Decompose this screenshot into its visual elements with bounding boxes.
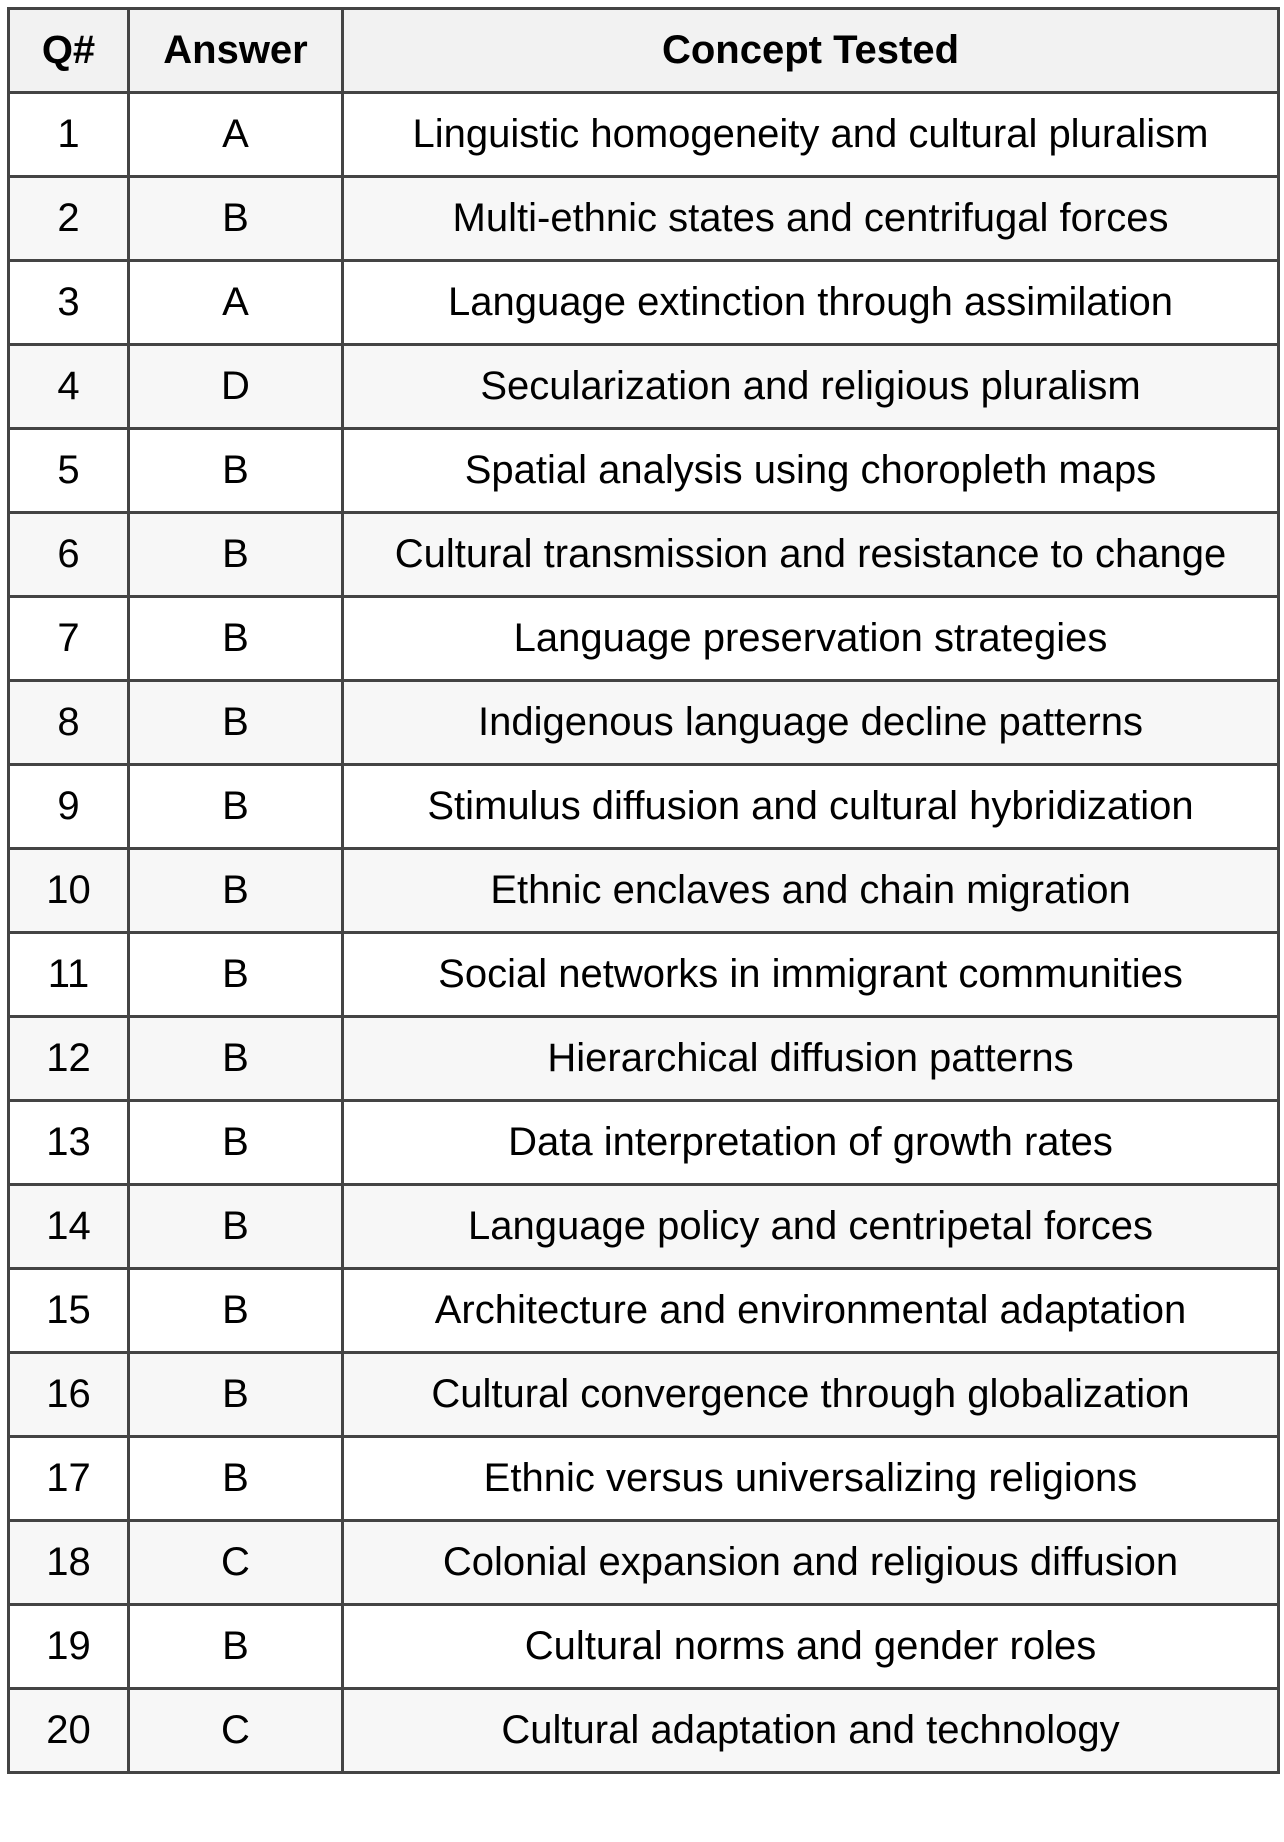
concept-cell: Language preservation strategies bbox=[343, 597, 1279, 681]
question-number-cell: 8 bbox=[9, 681, 129, 765]
table-header-row bbox=[9, 9, 1279, 93]
answer-cell: B bbox=[129, 1353, 343, 1437]
table-row bbox=[9, 1521, 1279, 1605]
answer-cell: B bbox=[129, 1269, 343, 1353]
answer-cell: A bbox=[129, 261, 343, 345]
header-answer: Answer bbox=[129, 9, 343, 93]
concept-cell: Stimulus diffusion and cultural hybridization bbox=[343, 765, 1279, 849]
answer-cell: B bbox=[129, 1101, 343, 1185]
table-row bbox=[9, 261, 1279, 345]
question-number-cell: 1 bbox=[9, 93, 129, 177]
answer-key-table-container bbox=[7, 7, 1280, 1774]
concept-cell: Language policy and centripetal forces bbox=[343, 1185, 1279, 1269]
answer-cell: B bbox=[129, 429, 343, 513]
table-row bbox=[9, 597, 1279, 681]
concept-cell: Colonial expansion and religious diffusion bbox=[343, 1521, 1279, 1605]
table-row bbox=[9, 429, 1279, 513]
answer-cell: B bbox=[129, 1437, 343, 1521]
question-number-cell: 17 bbox=[9, 1437, 129, 1521]
question-number-cell: 19 bbox=[9, 1605, 129, 1689]
table-row bbox=[9, 849, 1279, 933]
table-row bbox=[9, 1605, 1279, 1689]
concept-cell: Cultural transmission and resistance to change bbox=[343, 513, 1279, 597]
answer-cell: B bbox=[129, 1185, 343, 1269]
answer-cell: D bbox=[129, 345, 343, 429]
concept-cell: Cultural adaptation and technology bbox=[343, 1689, 1279, 1773]
concept-cell: Spatial analysis using choropleth maps bbox=[343, 429, 1279, 513]
concept-cell: Indigenous language decline patterns bbox=[343, 681, 1279, 765]
question-number-cell: 16 bbox=[9, 1353, 129, 1437]
concept-cell: Multi-ethnic states and centrifugal forces bbox=[343, 177, 1279, 261]
table-row bbox=[9, 933, 1279, 1017]
table-row bbox=[9, 1689, 1279, 1773]
answer-cell: B bbox=[129, 597, 343, 681]
table-row bbox=[9, 1437, 1279, 1521]
question-number-cell: 9 bbox=[9, 765, 129, 849]
table-row bbox=[9, 345, 1279, 429]
table-row bbox=[9, 1017, 1279, 1101]
answer-cell: B bbox=[129, 849, 343, 933]
header-question-number: Q# bbox=[9, 9, 129, 93]
table-row bbox=[9, 1353, 1279, 1437]
concept-cell: Architecture and environmental adaptation bbox=[343, 1269, 1279, 1353]
table-row bbox=[9, 681, 1279, 765]
answer-cell: A bbox=[129, 93, 343, 177]
table-row bbox=[9, 177, 1279, 261]
concept-cell: Ethnic enclaves and chain migration bbox=[343, 849, 1279, 933]
question-number-cell: 20 bbox=[9, 1689, 129, 1773]
question-number-cell: 4 bbox=[9, 345, 129, 429]
answer-key-table bbox=[7, 7, 1280, 1774]
question-number-cell: 12 bbox=[9, 1017, 129, 1101]
answer-cell: C bbox=[129, 1689, 343, 1773]
table-row bbox=[9, 93, 1279, 177]
concept-cell: Hierarchical diffusion patterns bbox=[343, 1017, 1279, 1101]
header-concept-tested: Concept Tested bbox=[343, 9, 1279, 93]
table-row bbox=[9, 765, 1279, 849]
answer-cell: B bbox=[129, 933, 343, 1017]
question-number-cell: 5 bbox=[9, 429, 129, 513]
answer-cell: B bbox=[129, 681, 343, 765]
table-row bbox=[9, 513, 1279, 597]
question-number-cell: 7 bbox=[9, 597, 129, 681]
answer-cell: B bbox=[129, 765, 343, 849]
question-number-cell: 10 bbox=[9, 849, 129, 933]
concept-cell: Social networks in immigrant communities bbox=[343, 933, 1279, 1017]
question-number-cell: 13 bbox=[9, 1101, 129, 1185]
answer-cell: C bbox=[129, 1521, 343, 1605]
concept-cell: Data interpretation of growth rates bbox=[343, 1101, 1279, 1185]
answer-cell: B bbox=[129, 177, 343, 261]
concept-cell: Cultural convergence through globalization bbox=[343, 1353, 1279, 1437]
concept-cell: Ethnic versus universalizing religions bbox=[343, 1437, 1279, 1521]
answer-cell: B bbox=[129, 1017, 343, 1101]
question-number-cell: 2 bbox=[9, 177, 129, 261]
question-number-cell: 14 bbox=[9, 1185, 129, 1269]
question-number-cell: 11 bbox=[9, 933, 129, 1017]
answer-cell: B bbox=[129, 513, 343, 597]
concept-cell: Language extinction through assimilation bbox=[343, 261, 1279, 345]
concept-cell: Secularization and religious pluralism bbox=[343, 345, 1279, 429]
question-number-cell: 18 bbox=[9, 1521, 129, 1605]
table-row bbox=[9, 1101, 1279, 1185]
question-number-cell: 6 bbox=[9, 513, 129, 597]
question-number-cell: 3 bbox=[9, 261, 129, 345]
table-row bbox=[9, 1185, 1279, 1269]
concept-cell: Cultural norms and gender roles bbox=[343, 1605, 1279, 1689]
answer-cell: B bbox=[129, 1605, 343, 1689]
table-row bbox=[9, 1269, 1279, 1353]
question-number-cell: 15 bbox=[9, 1269, 129, 1353]
concept-cell: Linguistic homogeneity and cultural pluralism bbox=[343, 93, 1279, 177]
